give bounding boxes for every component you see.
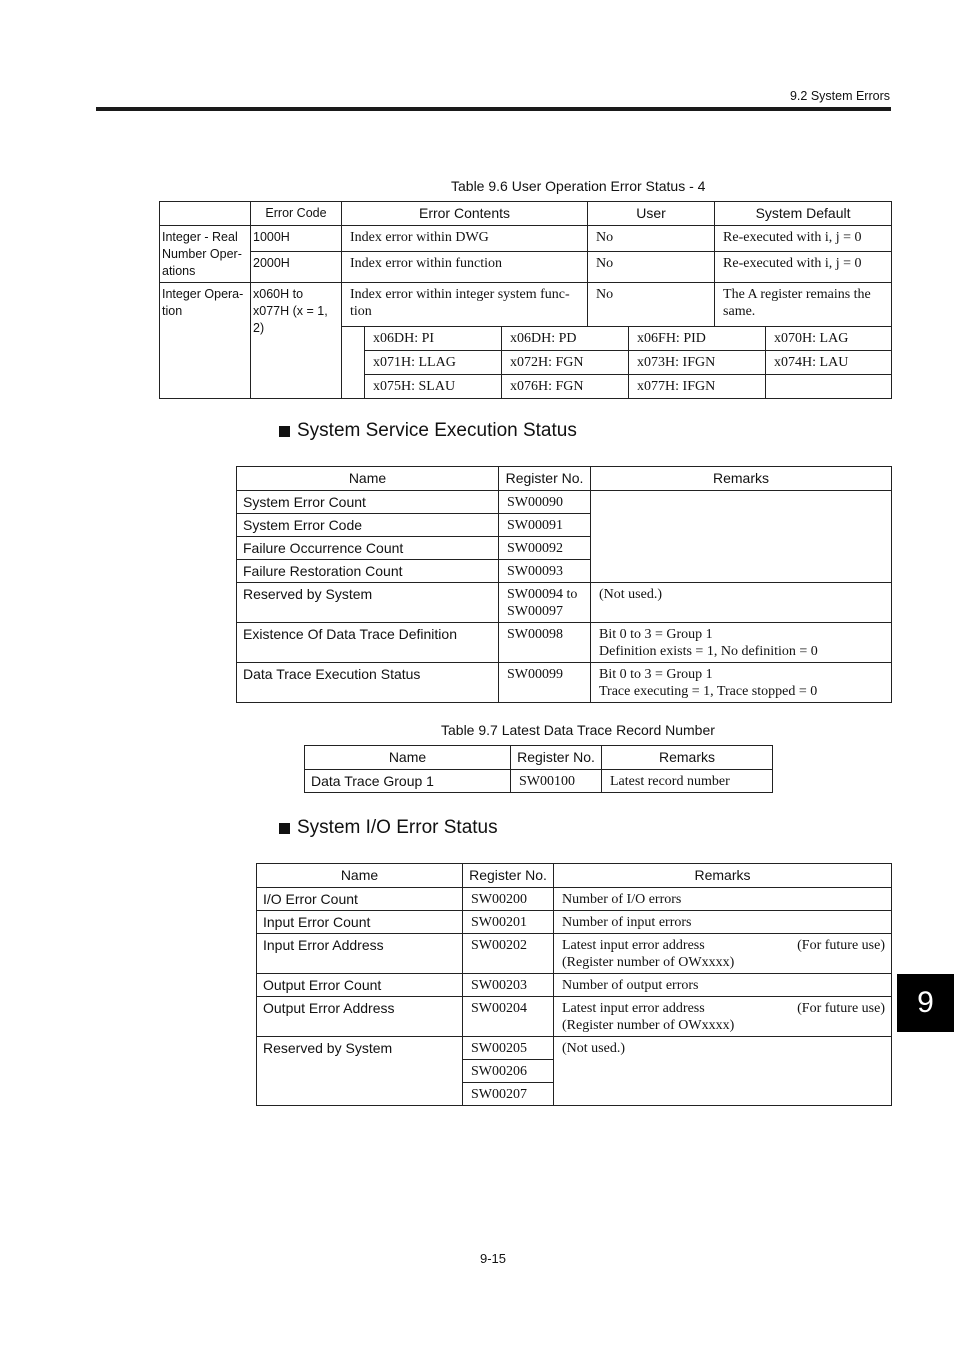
- section-heading-service: [279, 420, 577, 442]
- col-header: Register No.: [463, 864, 554, 888]
- future-use-note: (For future use): [797, 1001, 885, 1016]
- table-row: [257, 888, 892, 911]
- subgrid-cell: [766, 375, 892, 399]
- header-rule: [96, 107, 891, 111]
- subgrid-cell: x073H: IFGN: [629, 351, 766, 375]
- register-name: Input Error Count: [257, 911, 463, 934]
- table-header-row: [305, 746, 773, 770]
- table-header-row: [160, 202, 892, 226]
- register-name: Data Trace Execution Status: [237, 663, 499, 703]
- col-header: Register No.: [511, 746, 602, 770]
- register-name: System Error Code: [237, 514, 499, 537]
- subgrid-cell: x077H: IFGN: [629, 375, 766, 399]
- table-row: [257, 974, 892, 997]
- col-header: User: [588, 202, 715, 226]
- table-row: [160, 283, 892, 327]
- remarks-text: Latest input error address: [562, 938, 705, 953]
- table-row: [305, 770, 773, 793]
- remarks: [554, 934, 892, 974]
- register-no: SW00090: [499, 491, 591, 514]
- register-no: SW00206: [463, 1060, 554, 1083]
- subgrid-cell: x075H: SLAU: [365, 375, 502, 399]
- table-9-6: [159, 201, 892, 399]
- table-row: [160, 226, 892, 252]
- register-name: Reserved by System: [237, 583, 499, 623]
- user-value: No: [588, 283, 715, 327]
- remarks-line: [562, 937, 885, 954]
- col-header: Remarks: [554, 864, 892, 888]
- remarks-line: (Register number of OWxxxx): [562, 1018, 735, 1033]
- table-row: [237, 663, 892, 703]
- table-row: [257, 934, 892, 974]
- remarks: Number of I/O errors: [554, 888, 892, 911]
- subgrid-cell: x071H: LLAG: [365, 351, 502, 375]
- col-header: Remarks: [591, 467, 892, 491]
- table-9-6-caption: Table 9.6 User Operation Error Status - 4: [451, 178, 706, 194]
- remarks-text: Latest input error address: [562, 1001, 705, 1016]
- section-heading-io: [279, 817, 498, 839]
- table-header-row: [257, 864, 892, 888]
- error-code: x060H to x077H (x = 1, 2): [251, 283, 342, 399]
- remarks-line: (Register number of OWxxxx): [562, 955, 735, 970]
- remarks: Latest record number: [602, 770, 773, 793]
- square-bullet-icon: [279, 426, 290, 437]
- user-value: No: [588, 251, 715, 282]
- register-name: Output Error Count: [257, 974, 463, 997]
- remarks: (Not used.): [591, 583, 892, 623]
- subgrid-cell: x074H: LAU: [766, 351, 892, 375]
- error-code: 2000H: [251, 251, 342, 282]
- table-row: [257, 911, 892, 934]
- col-header: System Default: [715, 202, 892, 226]
- square-bullet-icon: [279, 823, 290, 834]
- table-row: [160, 251, 892, 282]
- remarks: [591, 663, 892, 703]
- service-table: [236, 466, 892, 703]
- error-code: 1000H: [251, 226, 342, 252]
- system-default: The A register remains the same.: [715, 283, 892, 327]
- table-row: [257, 997, 892, 1037]
- table-row: [237, 491, 892, 514]
- col-header: Name: [257, 864, 463, 888]
- register-name: I/O Error Count: [257, 888, 463, 911]
- register-name: Output Error Address: [257, 997, 463, 1037]
- page-number: 9-15: [480, 1251, 507, 1266]
- system-default: Re-executed with i, j = 0: [715, 251, 892, 282]
- table-9-7: [304, 745, 773, 793]
- group-label: Integer Opera-tion: [160, 283, 251, 399]
- table-header-row: [237, 467, 892, 491]
- subgrid-cell: x06DH: PI: [365, 327, 502, 351]
- register-no: SW00204: [463, 997, 554, 1037]
- register-no: SW00205: [463, 1037, 554, 1060]
- col-header: Error Code: [251, 202, 342, 226]
- future-use-note: (For future use): [797, 938, 885, 953]
- col-header: Register No.: [499, 467, 591, 491]
- table-row: [237, 583, 892, 623]
- remarks: [554, 997, 892, 1037]
- register-no: SW00202: [463, 934, 554, 974]
- remarks-line: Trace executing = 1, Trace stopped = 0: [599, 684, 818, 699]
- register-name: Existence Of Data Trace Definition: [237, 623, 499, 663]
- subgrid-cell: x072H: FGN: [502, 351, 629, 375]
- subgrid-cell: x06DH: PD: [502, 327, 629, 351]
- subgrid-cell: x076H: FGN: [502, 375, 629, 399]
- section-heading-text: System Service Execution Status: [297, 420, 577, 441]
- error-contents: Index error within integer system func-tion: [342, 283, 588, 327]
- register-no: SW00092: [499, 537, 591, 560]
- table-9-7-caption: Table 9.7 Latest Data Trace Record Number: [441, 722, 715, 738]
- remarks-line: Bit 0 to 3 = Group 1: [599, 667, 713, 682]
- subgrid-spacer: [342, 327, 365, 399]
- register-name: System Error Count: [237, 491, 499, 514]
- table-row: [257, 1037, 892, 1060]
- col-header: Remarks: [602, 746, 773, 770]
- chapter-tab: 9: [897, 974, 954, 1032]
- register-name: Reserved by System: [257, 1037, 463, 1106]
- register-name: Failure Occurrence Count: [237, 537, 499, 560]
- error-contents: Index error within DWG: [342, 226, 588, 252]
- col-header: [160, 202, 251, 226]
- register-name: Input Error Address: [257, 934, 463, 974]
- running-header: 9.2 System Errors: [789, 89, 890, 103]
- error-contents: Index error within function: [342, 251, 588, 282]
- subgrid-cell: x06FH: PID: [629, 327, 766, 351]
- register-no: SW00203: [463, 974, 554, 997]
- remarks: [591, 491, 892, 583]
- register-no: SW00200: [463, 888, 554, 911]
- group-label: Integer - Real Number Oper-ations: [160, 226, 251, 283]
- remarks-line: [562, 1000, 885, 1017]
- register-no: SW00094 to SW00097: [499, 583, 591, 623]
- subgrid-cell: x070H: LAG: [766, 327, 892, 351]
- register-name: Failure Restoration Count: [237, 560, 499, 583]
- col-header: Name: [305, 746, 511, 770]
- io-table: [256, 863, 892, 1106]
- section-heading-text: System I/O Error Status: [297, 817, 498, 838]
- register-no: SW00100: [511, 770, 602, 793]
- col-header: Error Contents: [342, 202, 588, 226]
- remarks: Number of output errors: [554, 974, 892, 997]
- remarks: Number of input errors: [554, 911, 892, 934]
- remarks: (Not used.): [554, 1037, 892, 1106]
- col-header: Name: [237, 467, 499, 491]
- register-no: SW00099: [499, 663, 591, 703]
- register-no: SW00201: [463, 911, 554, 934]
- remarks: [591, 623, 892, 663]
- register-no: SW00093: [499, 560, 591, 583]
- register-no: SW00091: [499, 514, 591, 537]
- register-name: Data Trace Group 1: [305, 770, 511, 793]
- remarks-line: Definition exists = 1, No definition = 0: [599, 644, 818, 659]
- register-no: SW00098: [499, 623, 591, 663]
- table-row: [237, 623, 892, 663]
- register-no: SW00207: [463, 1083, 554, 1106]
- system-default: Re-executed with i, j = 0: [715, 226, 892, 252]
- remarks-line: Bit 0 to 3 = Group 1: [599, 627, 713, 642]
- user-value: No: [588, 226, 715, 252]
